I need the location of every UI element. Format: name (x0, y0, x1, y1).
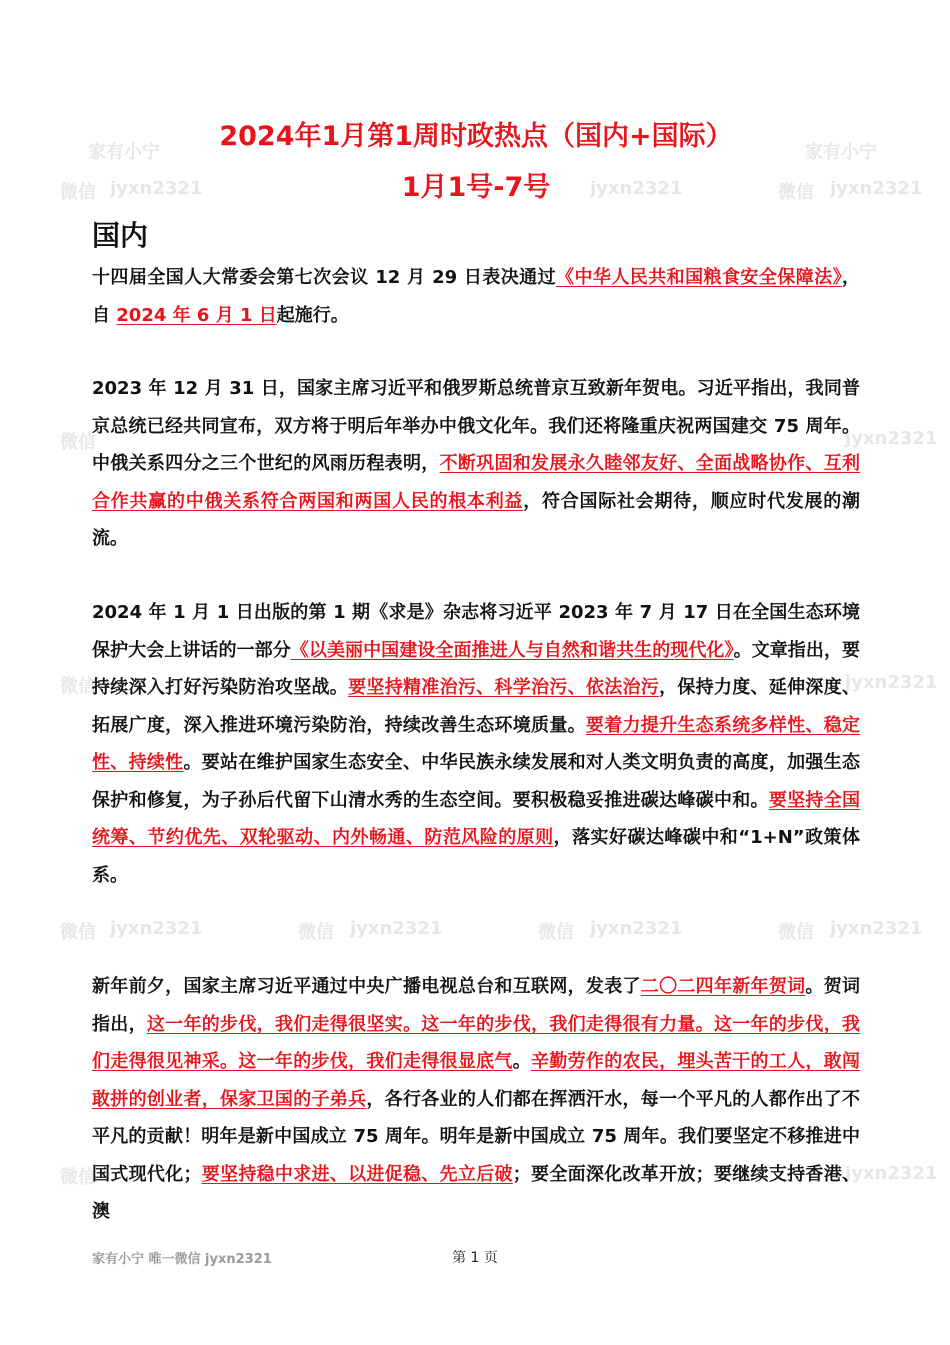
watermark-text: 微信 (60, 182, 96, 203)
page-number: 第 1 页 (452, 1250, 498, 1266)
paragraph-text: ，自 (92, 267, 861, 326)
watermark-text: 微信 (778, 922, 814, 943)
watermark-text: 家有小宁 (88, 142, 160, 163)
watermark-text: jyxn2321 (590, 918, 683, 939)
watermark-text: 微信 (60, 676, 96, 697)
highlight-text: 不断巩固和发展永久睦邻友好、全面战略协作、互利合作共赢的中俄关系符合两国和两国人民的根本利益 (92, 453, 860, 512)
paragraph-text: 起施行。 (276, 304, 349, 326)
watermark-text: 微信 (538, 922, 574, 943)
watermark-text: 微信 (298, 922, 334, 943)
watermark-text: 微信 (60, 1167, 96, 1188)
highlight-text: 要坚持精准治污、科学治污、依法治污 (348, 677, 660, 698)
watermark-text: jyxn2321 (350, 918, 443, 939)
highlight-text: 要坚持全国统筹、节约优先、双轮驱动、内外畅通、防范风险的原则 (92, 789, 860, 848)
highlight-text: 辛勤劳作的农民，埋头苦干的工人，敢闯敢拼的创业者，保家卫国的子弟兵 (92, 1051, 861, 1110)
watermark-text: 微信 (778, 182, 814, 203)
paragraph-text: 。要站在维护国家生态安全、中华民族永续发展和对人类文明负责的高度，加强生态保护和修复，为子孙后代留下山清水秀的生态空间。要积极稳妥推进碳达峰碳中和。 (92, 752, 861, 811)
section-heading-domestic: 国内 (92, 219, 149, 252)
highlight-text: 这一年的步伐，我们走得很坚实。这一年的步伐，我们走得很有力量。这一年的步伐，我们走得很见神采。这一年的步伐，我们走得很显底气 (92, 1013, 861, 1072)
footer-watermark-contact: 家有小宁 唯一微信 jyxn2321 (92, 1252, 272, 1267)
watermark-text: 微信 (60, 432, 96, 453)
highlight-text: 《以美丽中国建设全面推进人与自然和谐共生的现代化》 (290, 639, 734, 661)
highlight-text: 要着力提升生态系统多样性、稳定性、持续性 (92, 714, 861, 773)
paragraph-text: ；要全面深化改革开放；要继续支持香港、澳 (92, 1163, 861, 1222)
watermark-text: 家有小宁 (805, 142, 877, 163)
paragraph-text: 。贺词指出， (92, 976, 861, 1035)
watermark-text: jyxn2321 (110, 918, 203, 939)
news-paragraph-china-russia (92, 370, 860, 558)
paragraph-text: ，各行各业的人们都在挥洒汗水，每一个平凡的人都作出了不平凡的贡献！明年是新中国成立 75 周年。明年是新中国成立 75 周年。我们要坚定不移推进中国式现代化； (92, 1088, 860, 1185)
news-paragraph-qiushi-ecology (92, 594, 860, 894)
page-subtitle-date-range: 1月1号-7号 (401, 172, 551, 203)
highlight-text: 二〇二四年新年贺词 (640, 976, 806, 997)
watermark-text: jyxn2321 (845, 428, 938, 449)
paragraph-text: 十四届全国人大常委会第七次会议 12 月 29 日表决通过 (92, 267, 557, 288)
paragraph-text: ，保持力度、延伸深度、拓展广度，深入推进环境污染防治，持续改善生态环境质量。 (92, 677, 861, 736)
watermark-text: jyxn2321 (830, 918, 923, 939)
watermark-text: jyxn2321 (845, 672, 938, 693)
news-paragraph-grain-law (92, 259, 860, 334)
page-title: 2024年1月第1周时政热点（国内+国际） (219, 121, 733, 152)
paragraph-text: ，落实好碳达峰碳中和“1+N”政策体系。 (92, 827, 860, 886)
watermark-text: jyxn2321 (845, 1163, 938, 1184)
highlight-text: 《中华人民共和国粮食安全保障法》 (556, 267, 843, 288)
highlight-text: 2024 年 6 月 1 日 (116, 304, 277, 326)
paragraph-text: 。文章指出，要持续深入打好污染防治攻坚战。 (92, 639, 861, 698)
highlight-text: 要坚持稳中求进、以进促稳、先立后破 (201, 1163, 513, 1185)
watermark-text: jyxn2321 (830, 178, 923, 199)
paragraph-text: 2023 年 12 月 31 日，国家主席习近平和俄罗斯总统普京互致新年贺电。习近平指出，我同普京总统已经共同宣布，双方将于明后年举办中俄文化年。我们还将隆重庆祝两国建交 75 周年。中俄关系四分之三个世纪的风雨历程表明， (92, 378, 860, 474)
watermark-text: jyxn2321 (110, 178, 203, 199)
paragraph-text: ，符合国际社会期待，顺应时代发展的潮流。 (92, 490, 860, 549)
paragraph-text: 2024 年 1 月 1 日出版的第 1 期《求是》杂志将习近平 2023 年 7 月 17 日在全国生态环境保护大会上讲话的一部分 (92, 602, 860, 661)
watermark-text: 微信 (60, 922, 96, 943)
paragraph-text: 。 (512, 1051, 532, 1072)
paragraph-text: 新年前夕，国家主席习近平通过中央广播电视总台和互联网，发表了 (92, 976, 641, 997)
news-paragraph-new-year-address (92, 968, 860, 1231)
watermark-text: jyxn2321 (590, 178, 683, 199)
